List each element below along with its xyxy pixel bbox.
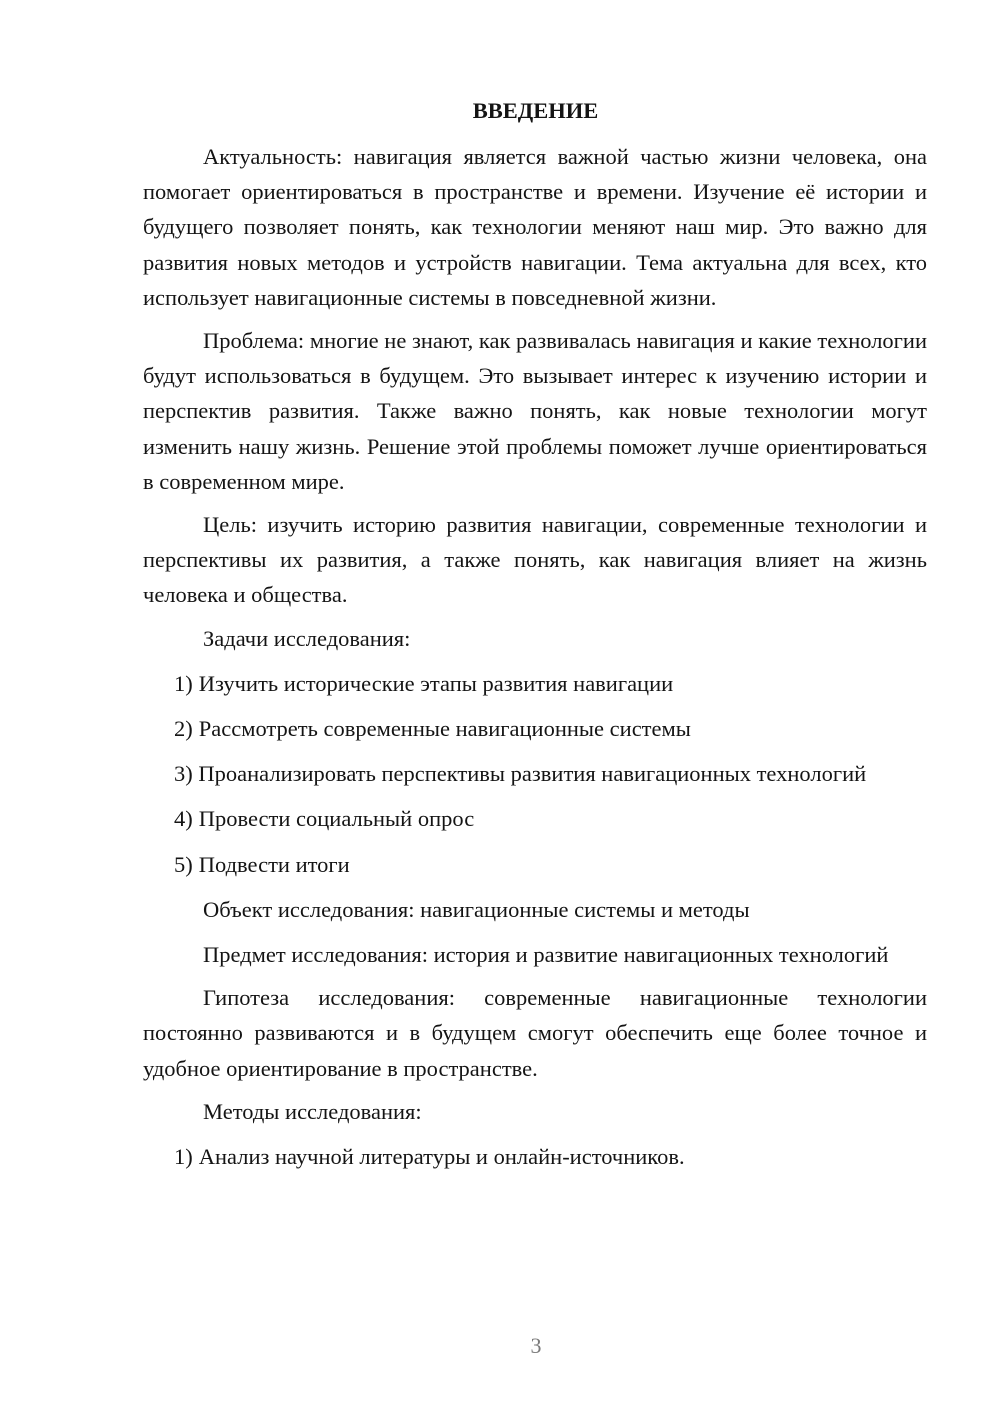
methods-title: Методы исследования: — [203, 1098, 422, 1124]
list-item-text: Изучить исторические этапы развития навигации — [198, 670, 674, 696]
goal-paragraph: Цель: изучить историю развития навигации, современные технологии и перспективы их развития, а также понять, как навигация влияет на жизнь человека и общества. — [143, 512, 927, 608]
list-item — [143, 801, 927, 836]
list-item-text: Анализ научной литературы и онлайн-источников. — [198, 1144, 685, 1170]
list-item-number: 1) — [174, 670, 193, 696]
list-item-number: 1) — [174, 1144, 193, 1170]
list-item — [143, 1139, 927, 1174]
list-item — [143, 711, 927, 746]
list-item-text: Провести социальный опрос — [198, 806, 475, 832]
methods-list — [143, 1139, 927, 1174]
list-item-text: Подвести итоги — [198, 851, 350, 877]
hypothesis-paragraph: Гипотеза исследования: современные навигационные технологии постоянно развиваются и в будущем смогут обеспечить еще более точное и удобное ориентирование в пространстве. — [143, 985, 927, 1081]
list-item — [143, 847, 927, 882]
list-item-text: Рассмотреть современные навигационные системы — [198, 716, 691, 742]
object-line: Объект исследования: навигационные системы и методы — [203, 896, 750, 922]
list-item — [143, 756, 927, 791]
problem-paragraph: Проблема: многие не знают, как развивалась навигация и какие технологии будут использоваться в будущем. Это вызывает интерес к изучению истории и перспектив развития. Также важно понять, как новые технологии могут изменить нашу жизнь. Решение этой проблемы поможет лучше ориентироваться в современном мире. — [143, 328, 927, 494]
relevance-paragraph: Актуальность: навигация является важной частью жизни человека, она помогает ориентироваться в пространстве и времени. Изучение её истории и будущего позволяет понять, как технологии меняют наш мир. Это важно для развития новых методов и устройств навигации. Тема актуальна для всех, кто использует навигационные системы в повседневной жизни. — [143, 144, 927, 310]
list-item — [143, 666, 927, 701]
list-item-number: 3) — [174, 761, 193, 787]
tasks-list — [143, 666, 927, 882]
list-item-number: 2) — [174, 716, 193, 742]
page-content — [143, 96, 927, 1184]
list-item-number: 4) — [174, 806, 193, 832]
list-item-number: 5) — [174, 851, 193, 877]
subject-paragraph: Предмет исследования: история и развитие навигационных технологий — [203, 942, 889, 968]
page-number: 3 — [530, 1333, 542, 1358]
section-heading: ВВЕДЕНИЕ — [472, 98, 599, 123]
tasks-title: Задачи исследования: — [203, 625, 411, 651]
list-item-text: Проанализировать перспективы развития навигационных технологий — [198, 761, 867, 787]
